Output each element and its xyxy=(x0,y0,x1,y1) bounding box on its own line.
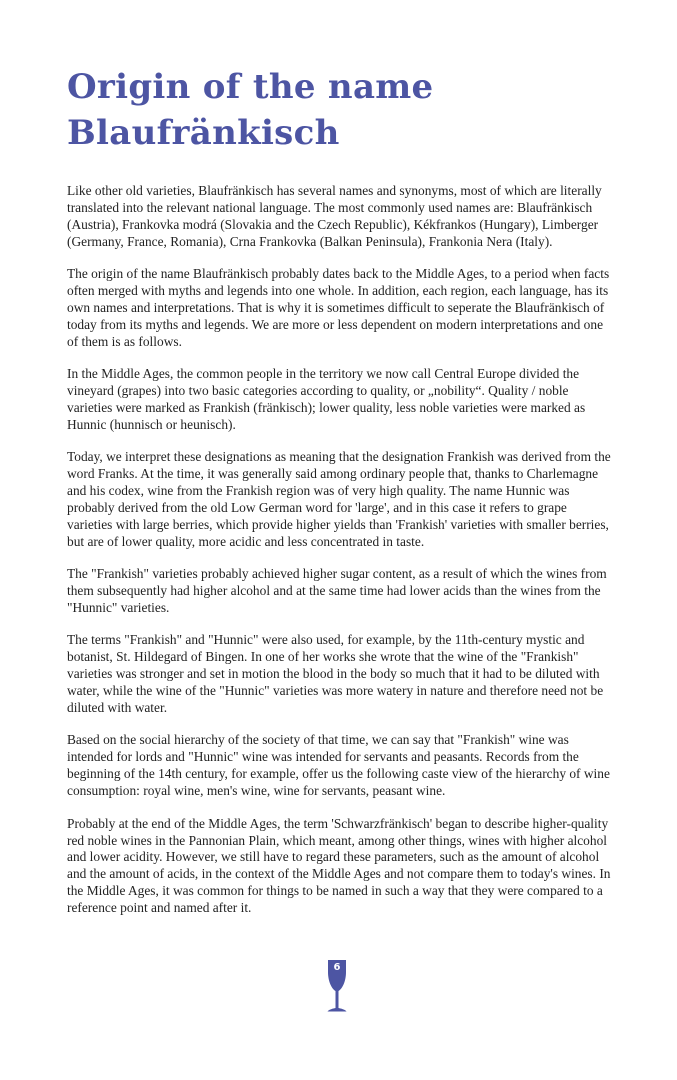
page-number: 6 xyxy=(333,962,341,973)
paragraph-8: Probably at the end of the Middle Ages, the term 'Schwarzfränkisch' began to describe higher-quality red noble wines in the Pannonian Plain, which meant, among other things, wines with higher alcohol and lower acidity. However, we still have to regard these parameters, such as the amount of alcohol and the amount of acids, in the context of the Middle Ages and not compare them to today's wines. In the Middle Ages, it was common for things to be named in such a way that they were compared to a reference point and named after it. xyxy=(67,815,611,916)
page-footer xyxy=(322,958,352,1014)
paragraph-7: Based on the social hierarchy of the society of that time, we can say that "Frankish" wine was intended for lords and "Hunnic" wine was intended for servants and peasants. Records from the beginning of the 14th century, for example, offer us the following caste view of the hierarchy of wine consumption: royal wine, men's wine, wine for servants, peasant wine. xyxy=(67,732,610,799)
body-text xyxy=(67,183,615,933)
paragraph-1: Like other old varieties, Blaufränkisch has several names and synonyms, most of which are literally translated into the relevant national language. The most commonly used names are: Blaufränkisch (Austria), Frankovka modrá (Slovakia and the Czech Republic), Kékfrankos (Hungary), Limberger (Germany, France, Romania), Crna Frankovka (Balkan Peninsula), Frankonia Nera (Italy). xyxy=(67,183,602,249)
paragraph-3: In the Middle Ages, the common people in the territory we now call Central Europe divided the vineyard (grapes) into two basic categories according to quality, or „nobility“. Quality / noble varieties were marked as Frankish (fränkisch); lower quality, less noble varieties were marked as Hunnic (hunnisch or heunisch). xyxy=(67,366,586,432)
paragraph-2: The origin of the name Blaufränkisch probably dates back to the Middle Ages, to a period when facts often merged with myths and legends into one whole. In addition, each region, each language, has its own names and interpretations. That is why it is sometimes difficult to seperate the Blaufränkisch of today from its myths and legends. We are more or less dependent on modern interpretations and one of them is as follows. xyxy=(67,266,610,349)
paragraph-5: The "Frankish" varieties probably achieved higher sugar content, as a result of which the wines from them subsequently had higher alcohol and at the same time had lower acids than the wines from the "Hunnic" varieties. xyxy=(67,566,607,616)
paragraph-4: Today, we interpret these designations as meaning that the designation Frankish was derived from the word Franks. At the time, it was generally said among ordinary people that, thanks to Charlemagne and his codex, wine from the Frankish region was of very high quality. The name Hunnic was probably derived from the old Low German word for 'large', and in this case it refers to grape varieties with large berries, which provide higher yields than 'Frankish' varieties with smaller berries, but are of lower quality, more acidic and less concentrated in taste. xyxy=(67,449,611,549)
page-title: Origin of the name Blaufränkisch xyxy=(67,67,434,153)
paragraph-6: The terms "Frankish" and "Hunnic" were also used, for example, by the 11th-century mystic and botanist, St. Hildegard of Bingen. In one of her works she wrote that the wine of the "Frankish" varieties was stronger and set in motion the blood in the body so much that it had to be diluted with water, while the wine of the "Hunnic" varieties was more watery in nature and therefore need not be diluted with water. xyxy=(67,632,604,716)
